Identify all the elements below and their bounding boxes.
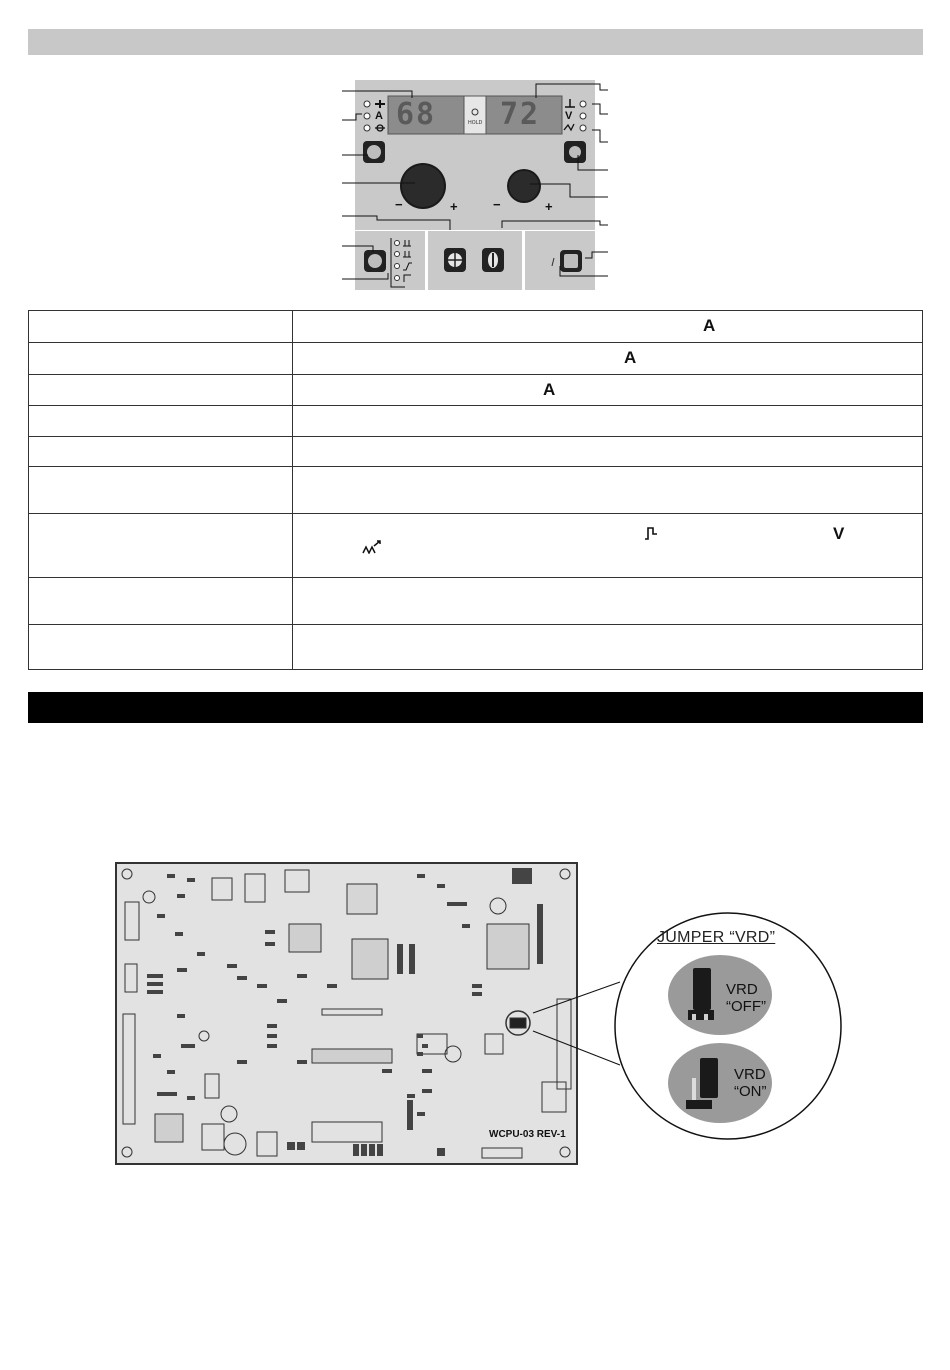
left-knob-plus: +	[450, 199, 458, 214]
table-row	[29, 578, 923, 625]
hold-label: HOLD	[468, 120, 483, 126]
table-cell-label	[29, 406, 293, 437]
table-cell-label	[29, 578, 293, 625]
left-digital-display: 68	[396, 97, 437, 132]
vrd-on-line1: VRD	[734, 1066, 766, 1083]
table-cell-description	[293, 406, 923, 437]
table-cell-label	[29, 311, 293, 343]
pcb-board-diagram	[115, 862, 578, 1165]
table-cell-description	[293, 467, 923, 514]
table-row	[29, 375, 923, 406]
pcb-components-graphic	[117, 864, 576, 1163]
table-row	[29, 437, 923, 467]
table-cell-description	[293, 343, 923, 375]
table-row	[29, 406, 923, 437]
table-row	[29, 514, 923, 578]
vrd-off-line1: VRD	[726, 981, 758, 998]
right-knob-plus: +	[545, 199, 553, 214]
table-cell-description	[293, 437, 923, 467]
right-digital-display: 72	[500, 97, 541, 132]
left-knob-minus: −	[395, 197, 403, 212]
table-cell-description	[293, 578, 923, 625]
table-cell-label	[29, 437, 293, 467]
arc-force-icon	[362, 540, 382, 554]
table-cell-label	[29, 514, 293, 578]
table-row	[29, 343, 923, 375]
panel-leader-lines	[330, 80, 620, 290]
jumper-vrd-title: JUMPER “VRD”	[657, 929, 776, 946]
table-row	[29, 311, 923, 343]
right-knob-minus: −	[493, 197, 501, 212]
table-row	[29, 467, 923, 514]
table-cell-description	[293, 375, 923, 406]
vrd-off-label	[726, 981, 766, 1015]
description-table	[28, 310, 923, 670]
section-title-bar	[28, 692, 923, 723]
board-revision-label: WCPU-03 REV-1	[489, 1129, 566, 1140]
volt-symbol: V	[833, 524, 845, 543]
current-unit-label: A	[375, 110, 383, 122]
table-cell-label	[29, 375, 293, 406]
section-header-bar	[28, 29, 923, 55]
table-cell-label	[29, 343, 293, 375]
vrd-off-line2: “OFF”	[726, 998, 766, 1015]
vrd-on-line2: “ON”	[734, 1083, 767, 1100]
table-cell-description	[293, 514, 923, 578]
table-cell-label	[29, 625, 293, 670]
table-cell-label	[29, 467, 293, 514]
voltage-unit-label: V	[565, 110, 573, 122]
ampere-symbol: A	[543, 380, 556, 399]
table-cell-description	[293, 625, 923, 670]
vrd-on-label	[734, 1066, 767, 1100]
ampere-symbol: A	[624, 348, 637, 367]
table-cell-description	[293, 311, 923, 343]
pulse-icon	[644, 526, 658, 540]
ampere-symbol: A	[703, 316, 716, 335]
table-row	[29, 625, 923, 670]
